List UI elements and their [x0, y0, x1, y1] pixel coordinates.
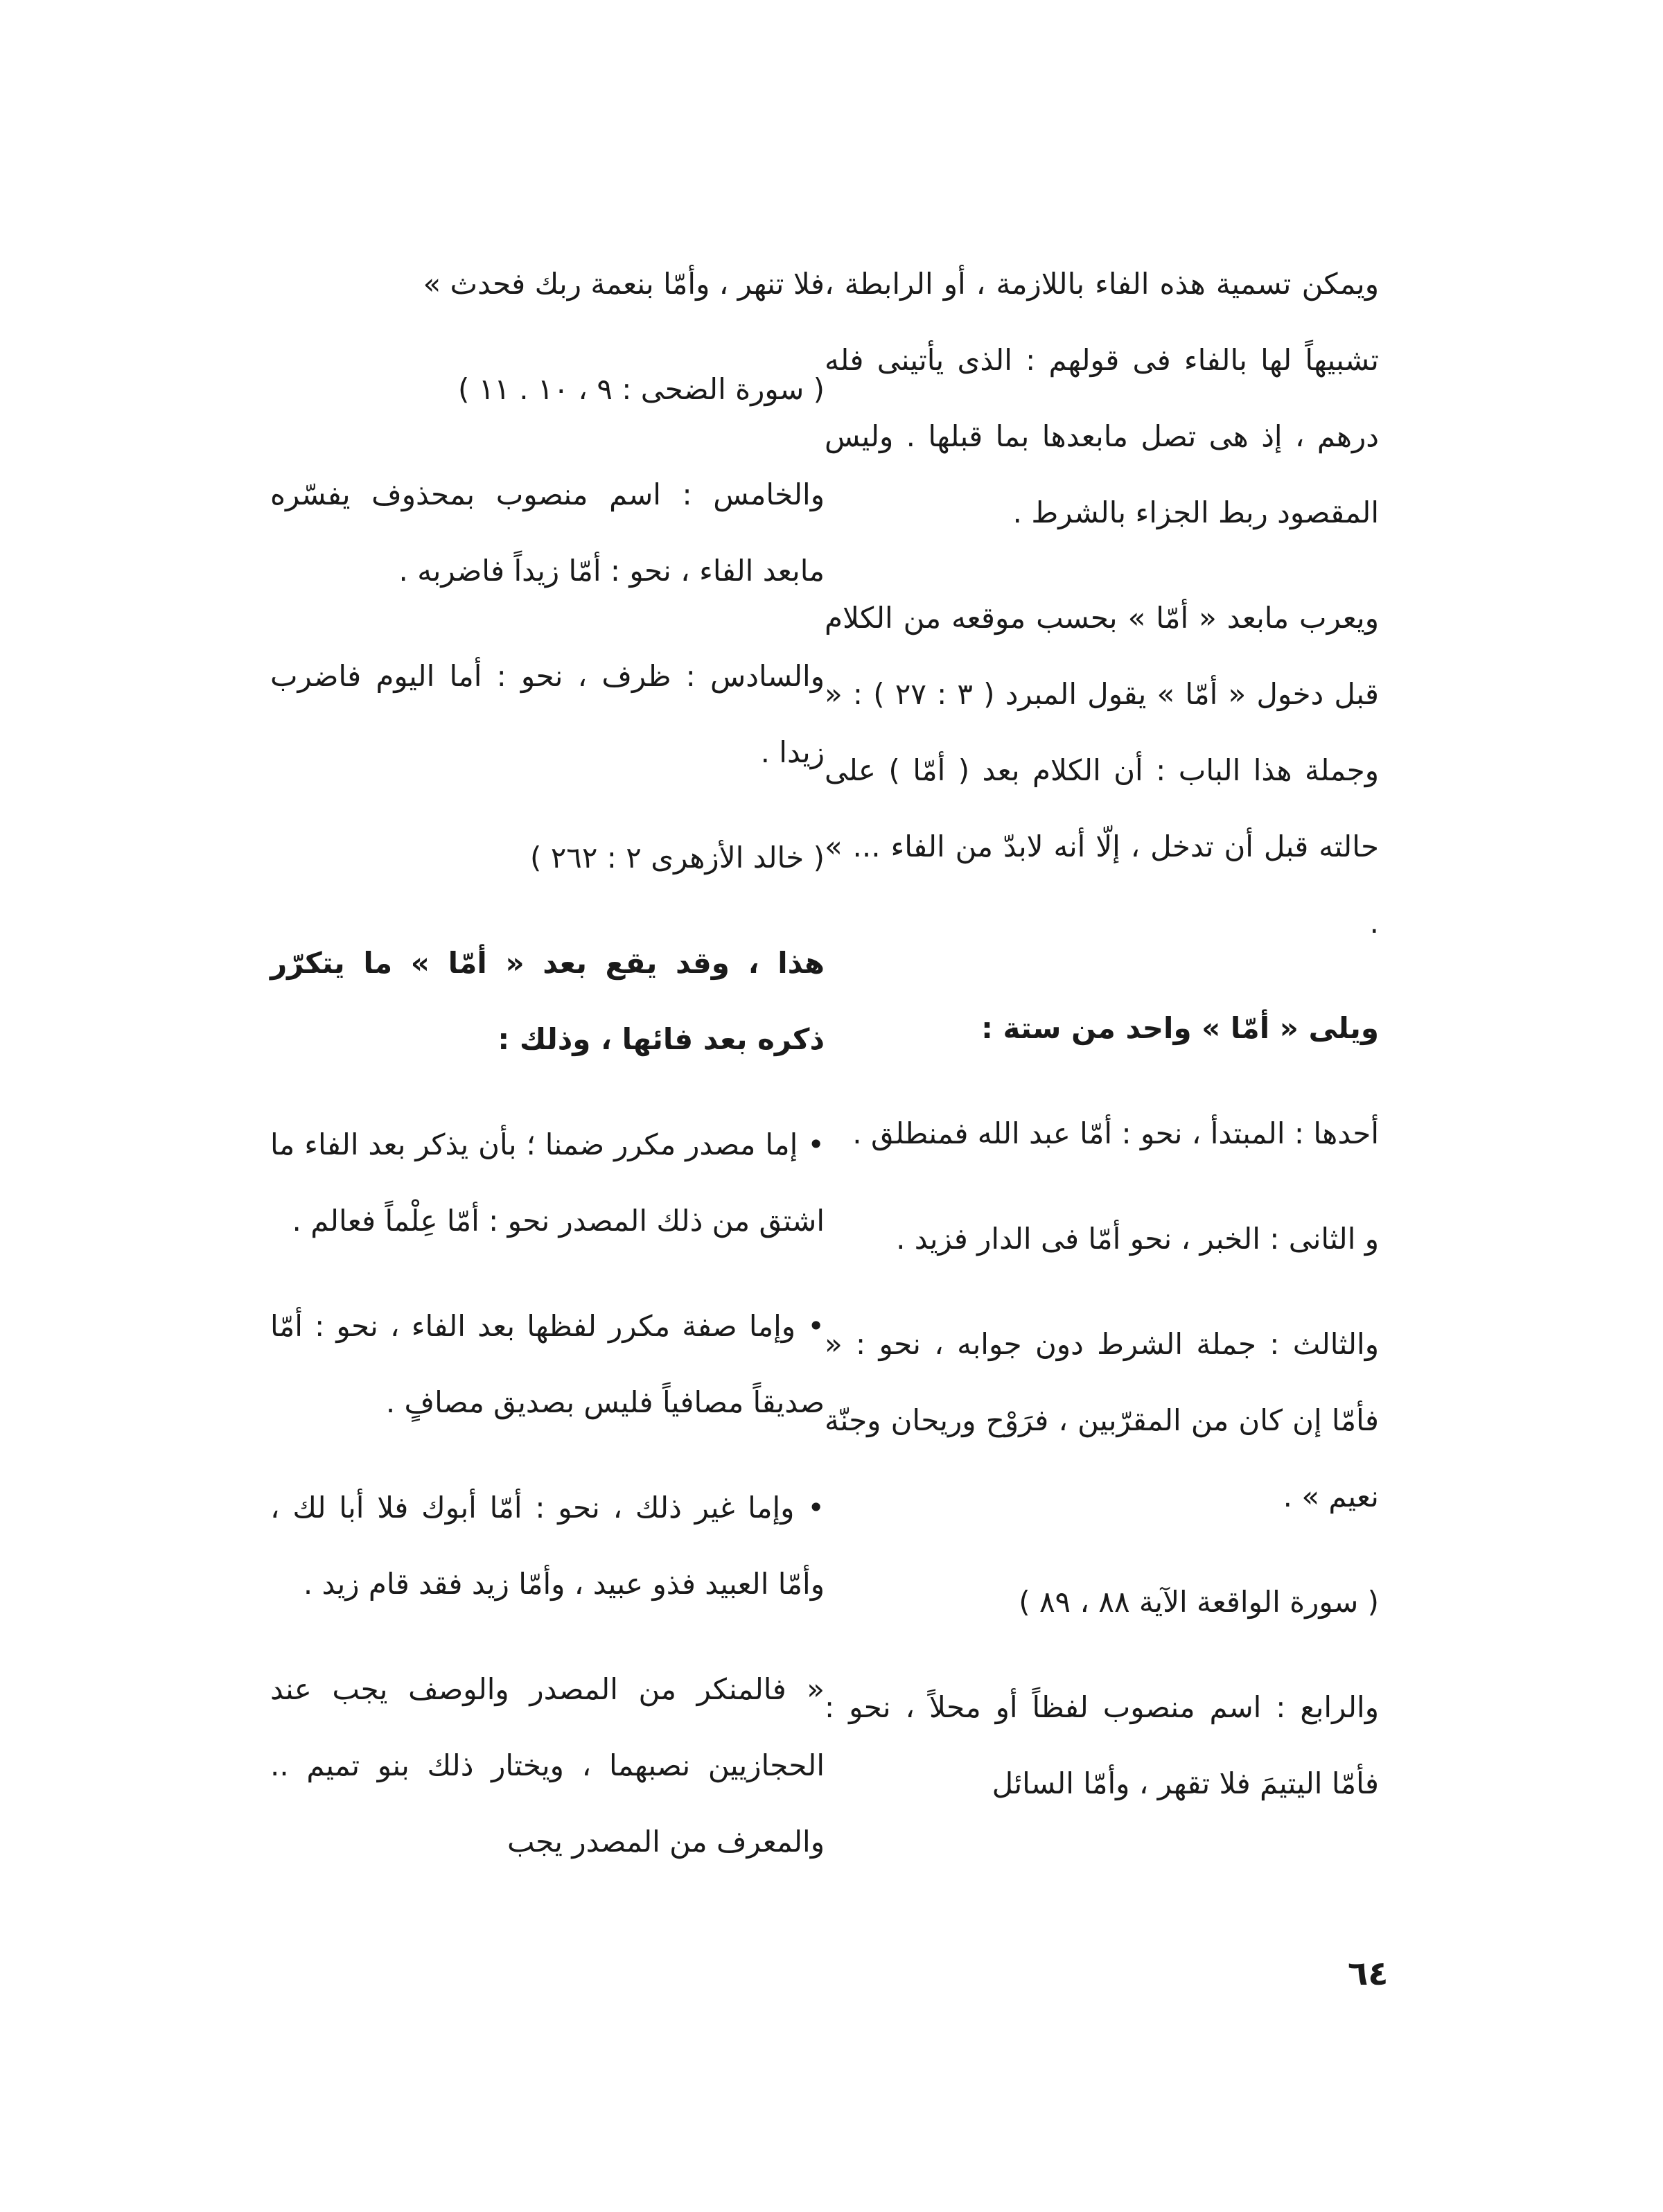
- paragraph-fifth-mansub-mahdhuf: والخامس : اسم منصوب بمحذوف يفسّره مابعد الفاء ، نحو : أمّا زيداً فاضربه .: [270, 477, 825, 588]
- citation-duha: ( سورة الضحى : ٩ ، ١٠ . ١١ ): [457, 372, 825, 406]
- page-number: ٦٤: [1348, 1954, 1389, 1993]
- paragraph-fourth-mansub: والرابع : اسم منصوب لفظاً أو محلاً ، نحو : فأمّا اليتيمَ فلا تقهر ، وأمّا السائل: [825, 1690, 1379, 1800]
- paragraph-second-khabar: و الثانى : الخبر ، نحو أمّا فى الدار فزيد .: [896, 1222, 1379, 1256]
- paragraph-first-mubtada: أحدها : المبتدأ ، نحو : أمّا عبد الله فمنطلق .: [852, 1116, 1379, 1150]
- citation-waqia: ( سورة الواقعة الآية ٨٨ ، ٨٩ ): [1019, 1585, 1379, 1619]
- paragraph-repetition-heading: هذا ، وقد يقع بعد « أمّا » ما يتكرّر ذكره بعد فائها ، وذلك :: [270, 946, 825, 1056]
- bullet-other: • وإما غير ذلك ، نحو : أمّا أبوك فلا أبا لك ، وأمّا العبيد فذو عبيد ، وأمّا زيد فقد قام زيد .: [270, 1491, 825, 1601]
- paragraph-hijazi-tamim: « فالمنكر من المصدر والوصف يجب عند الحجازيين نصبهما ، ويختار ذلك بنو تميم .. والمعرف من المصدر يجب: [270, 1672, 825, 1859]
- right-column: [825, 246, 1379, 1851]
- paragraph-irab-after-amma: ويعرب مابعد « أمّا » بحسب موقعه من الكلام قبل دخول « أمّا » يقول المبرد ( ٣ : ٢٧ ) : « وجملة هذا الباب : أن الكلام بعد ( أمّا ) على حالته قبل أن تدخل ، إلّا أنه لابدّ من الفاء ... » .: [825, 601, 1379, 940]
- left-column: [270, 246, 825, 1909]
- paragraph-third-shart: والثالث : جملة الشرط دون جوابه ، نحو : « فأمّا إن كان من المقرّبين ، فرَوْح وريحان وجنّة نعيم » .: [825, 1327, 1379, 1513]
- citation-azhari: ( خالد الأزهرى ٢ : ٢٦٢ ): [530, 841, 825, 875]
- paragraph-fa-lazima: ويمكن تسمية هذه الفاء باللازمة ، أو الرابطة ، تشبيهاً لها بالفاء فى قولهم : الذى يأتينى فله درهم ، إذ هى تصل مابعدها بما قبلها . وليس المقصود ربط الجزاء بالشرط .: [825, 267, 1379, 529]
- paragraph-six-items-heading: ويلى « أمّا » واحد من ستة :: [981, 1011, 1379, 1045]
- paragraph-sixth-zarf: والسادس : ظرف ، نحو : أما اليوم فاضرب زيدا .: [270, 659, 825, 769]
- bullet-masdar: • إما مصدر مكرر ضمنا ؛ بأن يذكر بعد الفاء ما اشتق من ذلك المصدر نحو : أمّا عِلْماً فعالم .: [270, 1127, 825, 1238]
- paragraph-duha-verse: فلا تنهر ، وأمّا بنعمة ربك فحدث »: [423, 267, 825, 301]
- bullet-sifa: • وإما صفة مكرر لفظها بعد الفاء ، نحو : أمّا صديقاً مصافياً فليس بصديق مصافٍ .: [270, 1309, 825, 1419]
